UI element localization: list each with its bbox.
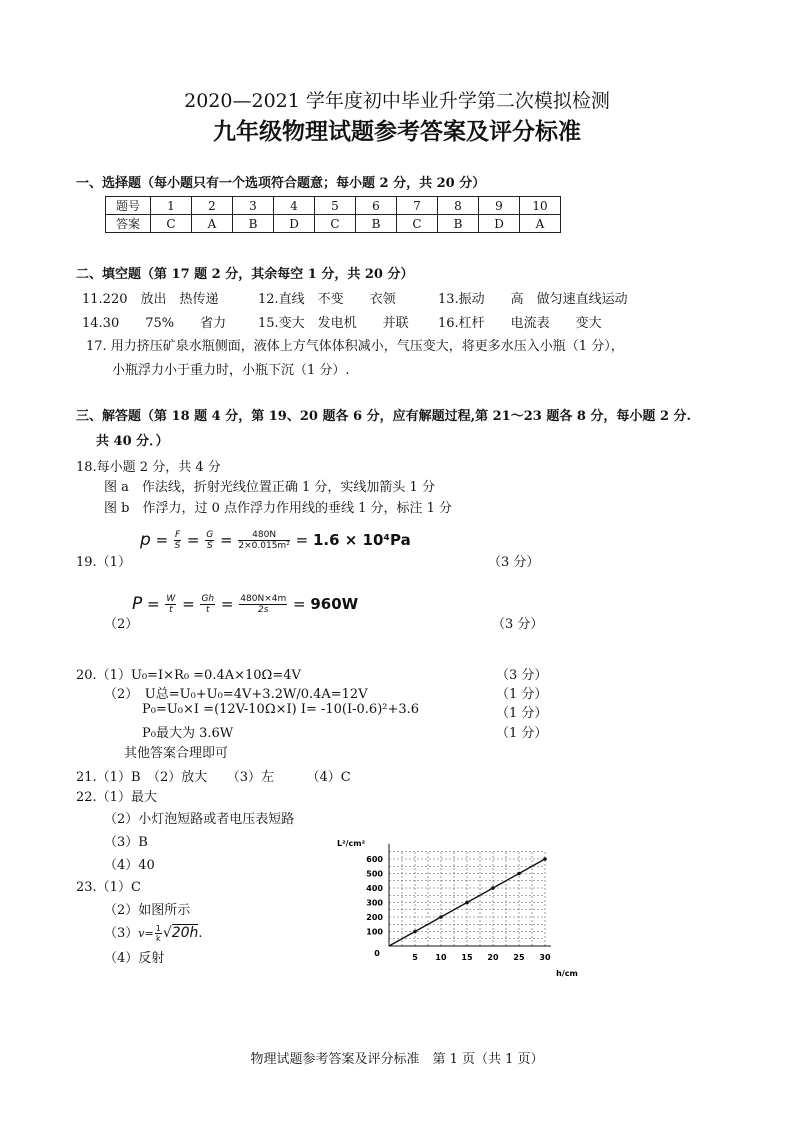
q23-line2: （2）如图所示 [104, 903, 191, 918]
answer-table [105, 196, 561, 233]
data-point [517, 872, 521, 876]
origin-label: 0 [374, 949, 380, 958]
y-axis-label: L²/cm² [337, 838, 366, 848]
table-row-numbers [106, 197, 561, 215]
q20-score4: （1 分） [496, 726, 548, 741]
data-point [491, 886, 495, 890]
answer-line: 14.30 75% 省力 [82, 316, 227, 331]
l2-h-chart [330, 828, 578, 978]
table-cell: 1 [151, 197, 192, 215]
q19-score1: （3 分） [488, 555, 540, 570]
table-cell: C [315, 215, 356, 233]
q22-line1: 22.（1）最大 [76, 790, 157, 805]
x-tick-label: 25 [513, 953, 525, 962]
q17-line1: 17. 用力挤压矿泉水瓶侧面，液体上方气体体积减小，气压变大，将更多水压入小瓶（1 分）， [86, 339, 624, 354]
answer-line: 12.直线 不变 衣领 [258, 292, 396, 307]
q23-line3: （3）v= $\frac{1}{k}$ √20h. [104, 924, 203, 943]
table-row-answers [106, 215, 561, 233]
table-row-label: 题号 [106, 197, 151, 215]
q21-line: 21.（1）B （2）放大 （3）左 （4）C [76, 770, 351, 785]
q20-line2: （2） U总=U₀+U₀=4V+3.2W/0.4A=12V [104, 687, 368, 702]
q20-score3: （1 分） [496, 706, 548, 721]
y-tick-label: 100 [366, 927, 383, 937]
table-cell: A [520, 215, 561, 233]
answer-line: 15.变大 发电机 并联 [258, 316, 409, 331]
table-cell: 2 [192, 197, 233, 215]
section3-heading: 三、解答题（第 18 题 4 分，第 19、20 题各 6 分，应有解题过程,第 21～23 题各 8 分，每小题 2 分. [76, 409, 692, 424]
x-tick-label: 30 [539, 953, 551, 962]
q22-line2: （2）小灯泡短路或者电压表短路 [104, 812, 295, 827]
answer-line: 13.振动 高 做匀速直线运动 [438, 292, 628, 307]
q19-label2: （2） [104, 617, 139, 632]
section1-heading: 一、选择题（每小题只有一个选项符合题意；每小题 2 分，共 20 分） [76, 176, 486, 191]
y-tick-label: 200 [366, 913, 383, 922]
q19-formula1: p = $\frac{F}{S}$ = $\frac{G}{S}$ = $\frac{480N}{\text{2×0.015m²}}$ = 1.6 × 10⁴Pa [140, 530, 411, 551]
q17-line2: 小瓶浮力小于重力时，小瓶下沉（1 分）. [112, 363, 350, 378]
table-cell: B [233, 215, 274, 233]
q20-score2: （1 分） [496, 687, 548, 702]
table-cell: D [479, 215, 520, 233]
q20-line5: 其他答案合理即可 [124, 746, 229, 761]
x-axis-label: h/cm [556, 969, 578, 978]
table-cell: C [151, 215, 192, 233]
table-cell: 5 [315, 197, 356, 215]
q20-line1: 20.（1）U₀=I×R₀ =0.4A×10Ω=4V [76, 668, 301, 683]
q18-line1: 18.每小题 2 分，共 4 分 [76, 460, 221, 475]
table-cell: A [192, 215, 233, 233]
page-title: 2020—2021 学年度初中毕业升学第二次模拟检测 [184, 90, 610, 112]
page-footer: 物理试题参考答案及评分标准 第 1 页（共 1 页） [250, 1052, 544, 1067]
table-cell: C [397, 215, 438, 233]
x-tick-label: 20 [487, 953, 499, 962]
table-cell: B [356, 215, 397, 233]
section3-heading-cont: 共 40 分．） [96, 434, 169, 449]
table-cell: D [274, 215, 315, 233]
x-tick-label: 5 [412, 953, 418, 962]
y-tick-label: 500 [366, 869, 383, 879]
q23-line1: 23.（1）C [76, 880, 141, 895]
table-cell: 10 [520, 197, 561, 215]
q20-line3: P₀=U₀×I =(12V-10Ω×I) I= -10(I-0.6)²+3.6 [142, 702, 420, 717]
table-cell: 7 [397, 197, 438, 215]
table-row-label: 答案 [106, 215, 151, 233]
data-point [439, 915, 443, 919]
q18-line3: 图 b 作浮力，过 0 点作浮力作用线的垂线 1 分，标注 1 分 [104, 501, 453, 516]
data-point [413, 930, 417, 934]
page-subtitle: 九年级物理试题参考答案及评分标准 [213, 119, 581, 145]
table-cell: 8 [438, 197, 479, 215]
q20-score1: （3 分） [496, 668, 548, 683]
table-cell: 6 [356, 197, 397, 215]
table-cell: 3 [233, 197, 274, 215]
q19-label1: 19.（1） [76, 555, 131, 570]
table-cell: 9 [479, 197, 520, 215]
answer-line: 16.杠杆 电流表 变大 [438, 316, 602, 331]
y-tick-label: 400 [366, 884, 383, 893]
answer-line: 11.220 放出 热传递 [82, 292, 219, 307]
data-point [465, 901, 469, 905]
q22-line4: （4）40 [104, 858, 155, 873]
x-tick-label: 10 [435, 953, 447, 962]
x-tick-label: 15 [461, 953, 473, 962]
table-cell: 4 [274, 197, 315, 215]
q18-line2: 图 a 作法线，折射光线位置正确 1 分，实线加箭头 1 分 [104, 480, 435, 495]
section2-heading: 二、填空题（第 17 题 2 分，其余每空 1 分，共 20 分） [76, 267, 414, 282]
data-point [543, 857, 547, 861]
q23-line4: （4）反射 [104, 951, 165, 966]
y-tick-label: 600 [366, 855, 383, 864]
table-cell: B [438, 215, 479, 233]
q19-score2: （3 分） [492, 617, 544, 632]
q22-line3: （3）B [104, 835, 148, 850]
q20-line4: P₀最大为 3.6W [142, 726, 234, 741]
q19-formula2: P = $\frac{W}{t}$ = $\frac{Gh}{t}$ = $\frac{480N\times 4m}{2s}$ = 960W [132, 594, 359, 615]
y-tick-label: 300 [366, 898, 383, 908]
